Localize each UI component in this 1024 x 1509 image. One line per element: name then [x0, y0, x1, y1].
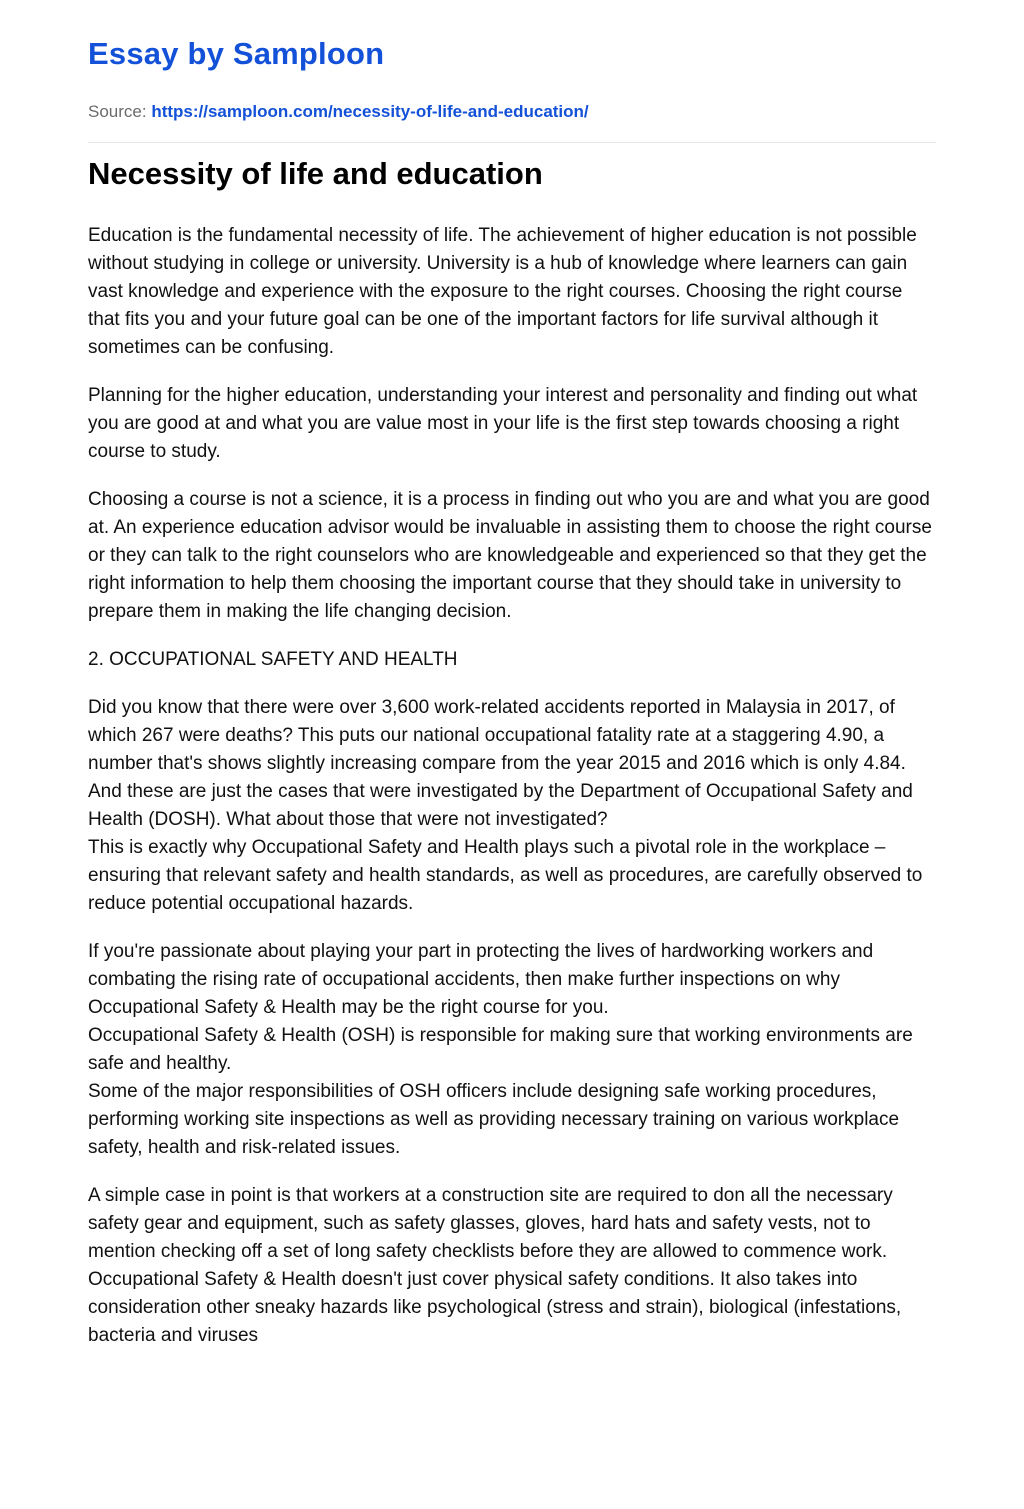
- header-divider: [88, 142, 936, 143]
- paragraph: If you're passionate about playing your part in protecting the lives of hardworking workers and combating the rising rate of occupational accidents, then make further inspections on why Occupational Safety & Health may be the right course for you. Occupational Safety & Health (OSH) is responsible for making sure that working environments are safe and healthy. Some of the major responsibilities of OSH officers include designing safe working procedures, performing working site inspections as well as providing necessary training on various workplace safety, health and risk-related issues.: [88, 941, 913, 1158]
- paragraph: A simple case in point is that workers at a construction site are required to don all the necessary safety gear and equipment, such as safety glasses, gloves, hard hats and safety vests, not to mention checking off a set of long safety checklists before they are allowed to commence work. Occupational Safety & Health doesn't just cover physical safety conditions. It also takes into consideration other sneaky hazards like psychological (stress and strain), biological (infestations, bacteria and viruses: [88, 1185, 902, 1346]
- paragraph: Planning for the higher education, understanding your interest and personality and finding out what you are good at and what you are value most in your life is the first step towards choosing a right course to study.: [88, 385, 918, 462]
- paragraph: Choosing a course is not a science, it is a process in finding out who you are and what you are good at. An experience education advisor would be invaluable in assisting them to choose the right course or they can talk to the right counselors who are knowledgeable and experienced so that they get the right information to help them choosing the important course that they should take in university to prepare them in making the life changing decision.: [88, 489, 932, 622]
- source-line: [88, 102, 589, 122]
- article-title: Necessity of life and education: [88, 156, 543, 191]
- paragraph: Education is the fundamental necessity of life. The achievement of higher education is not possible without studying in college or university. University is a hub of knowledge where learners can gain vast knowledge and experience with the exposure to the right courses. Choosing the right course that fits you and your future goal can be one of the important factors for life survival although it sometimes can be confusing.: [88, 225, 917, 358]
- source-link[interactable]: https://samploon.com/necessity-of-life-and-education/: [151, 102, 589, 121]
- brand-title: Essay by Samploon: [88, 36, 385, 71]
- source-label: Source:: [88, 102, 147, 121]
- section-heading: 2. OCCUPATIONAL SAFETY AND HEALTH: [88, 649, 458, 670]
- paragraph: Did you know that there were over 3,600 work-related accidents reported in Malaysia in 2017, of which 267 were deaths? This puts our national occupational fatality rate at a staggering 4.90, a number that's shows slightly increasing compare from the year 2015 and 2016 which is only 4.84. And these are just the cases that were investigated by the Department of Occupational Safety and Health (DOSH). What about those that were not investigated? This is exactly why Occupational Safety and Health plays such a pivotal role in the workplace – ensuring that relevant safety and health standards, as well as procedures, are carefully observed to reduce potential occupational hazards.: [88, 697, 923, 914]
- article-body: [88, 222, 938, 1370]
